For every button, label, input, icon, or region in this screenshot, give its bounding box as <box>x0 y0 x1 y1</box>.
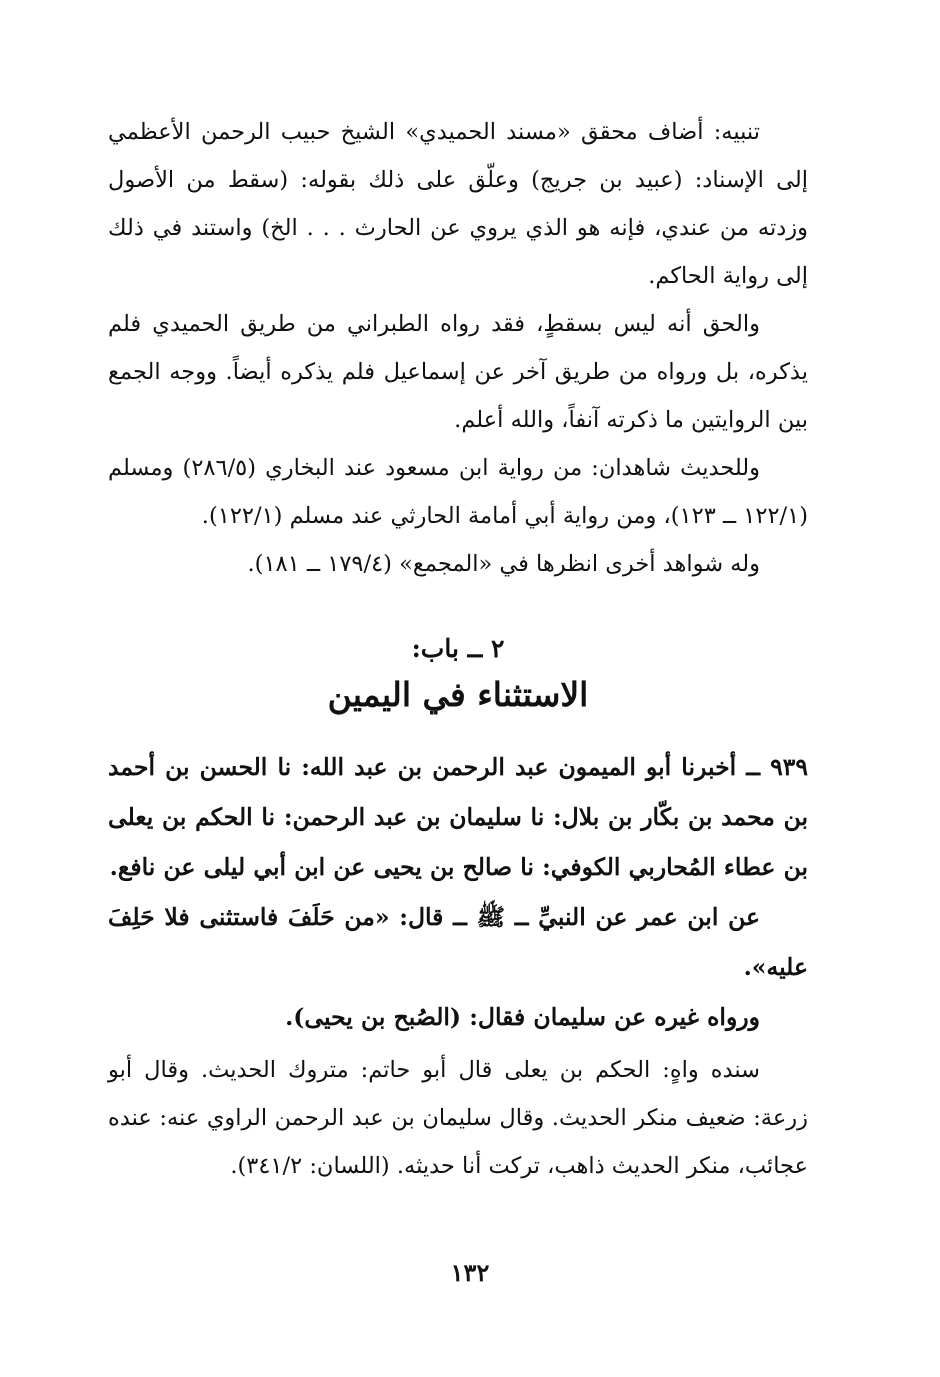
page-number: ١٣٢ <box>450 1258 490 1287</box>
note-paragraph-4: وله شواهد أخرى انظرها في «المجمع» (١٧٩/٤ ــ ١٨١). <box>247 551 760 577</box>
page-body <box>108 108 808 1190</box>
note-paragraph-2: والحق أنه ليس بسقطٍ، فقد رواه الطبراني من طريق الحميدي فلم يذكره، بل ورواه من طريق آخر عن إسماعيل فلم يذكره أيضاً. ووجه الجمع بين الروايتين ما ذكرته آنفاً، والله أعلم. <box>108 311 808 433</box>
note-paragraph-3: وللحديث شاهدان: من رواية ابن مسعود عند البخاري (٢٨٦/٥) ومسلم (١٢٢/١ ــ ١٢٣)، ومن رواية أبي أمامة الحارثي عند مسلم (١٢٢/١). <box>108 455 808 529</box>
note-paragraph-1: تنبيه: أضاف محقق «مسند الحميدي» الشيخ حبيب الرحمن الأعظمي إلى الإسناد: (عبيد بن جريج) وعلّق على ذلك بقوله: (سقط من الأصول وزدته من عندي، فإنه هو الذي يروي عن الحارث . . . الخ) واستند في ذلك إلى رواية الحاكم. <box>108 119 808 289</box>
commentary-paragraph: سنده واهٍ: الحكم بن يعلى قال أبو حاتم: متروك الحديث. وقال أبو زرعة: ضعيف منكر الحديث. وقال سليمان بن عبد الرحمن الراوي عنه: عنده عجائب، منكر الحديث ذاهب، تركت أنا حديثه. (اللسان: ٣٤١/٢). <box>108 1057 808 1179</box>
commentary-block <box>108 1046 808 1190</box>
hadith-alternate-narration: ورواه غيره عن سليمان فقال: (الصُبح بن يحيى). <box>285 1003 760 1031</box>
hadith-matn: عن ابن عمر عن النبيِّ ــ ﷺ ــ قال: «من حَلَفَ فاستثنى فلا حَلِفَ عليه». <box>108 903 808 981</box>
chapter-heading <box>108 628 808 720</box>
hadith-block <box>108 742 808 1042</box>
chapter-title: الاستثناء في اليمين <box>327 675 589 714</box>
hadith-isnad: ٩٣٩ ــ أخبرنا أبو الميمون عبد الرحمن بن عبد الله: نا الحسن بن أحمد بن محمد بن بكّار بن بلال: نا سليمان بن عبد الرحمن: نا الحكم بن يعلى بن عطاء المُحاربي الكوفي: نا صالح بن يحيى عن ابن أبي ليلى عن نافع. <box>108 753 808 881</box>
chapter-number: ٢ ــ باب: <box>411 634 505 663</box>
